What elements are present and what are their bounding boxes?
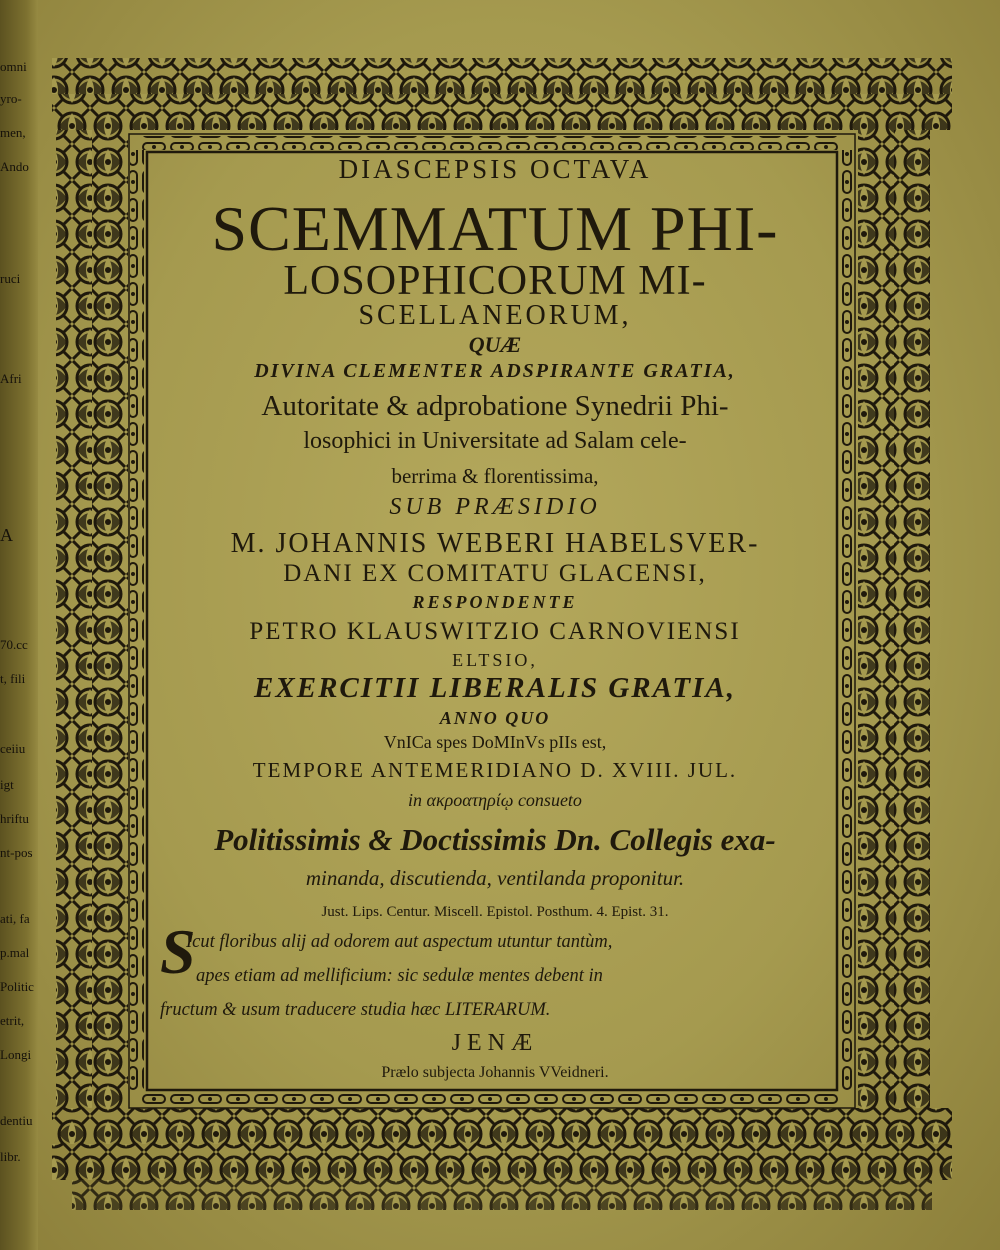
main-title-line-3: SCELLANEORUM,: [358, 300, 632, 331]
margin-fragment: libr.: [0, 1150, 21, 1164]
drop-cap: S: [160, 916, 196, 987]
margin-fragment: ati, fa: [0, 912, 30, 926]
margin-fragment: p.mal: [0, 946, 30, 960]
praeses-line-2: DANI EX COMITATU GLACENSI,: [283, 560, 707, 587]
margin-fragment: ceiiu: [0, 742, 26, 756]
title-page-text: [150, 146, 840, 1096]
margin-fragment: Politic: [0, 980, 34, 994]
authority-line-1: Autoritate & adprobatione Synedrii Phi-: [261, 390, 729, 422]
quae-line: QUÆ: [468, 332, 522, 357]
margin-fragment: nt-pos: [0, 846, 33, 860]
exercitii-line: EXERCITII LIBERALIS GRATIA,: [254, 672, 736, 704]
location-line: in ακροατηρίῳ consueto: [408, 790, 582, 810]
margin-fragment: hriftu: [0, 812, 29, 826]
authority-line-2: losophici in Universitate ad Salam cele-: [303, 428, 687, 454]
respondens-name: PETRO KLAUSWITZIO CARNOVIENSI: [249, 618, 741, 645]
respondente: RESPONDENTE: [412, 592, 578, 612]
margin-fragment: etrit,: [0, 1014, 25, 1028]
margin-fragment: Afri: [0, 372, 22, 386]
printer-line: Prælo subjecta Johannis VVeidneri.: [381, 1064, 609, 1081]
collegis-line-2: minanda, discutienda, ventilanda proponitur.: [305, 866, 685, 890]
main-title-line-1: SCEMMATUM PHI-: [211, 193, 779, 264]
margin-fragment: Longi: [0, 1048, 32, 1062]
margin-fragment: omni: [0, 60, 27, 74]
margin-fragment: A: [0, 528, 13, 542]
margin-fragment: dentiu: [0, 1114, 33, 1128]
collegis-line-1: Politissimis & Doctissimis Dn. Collegis exa-: [214, 822, 776, 857]
margin-fragment: ruci: [0, 272, 21, 286]
chronogram: VnICa spes DoMInVs pIIs est,: [383, 732, 607, 752]
quote-line-3: fructum & usum traducere studia hæc LITERARUM.: [160, 1000, 551, 1020]
main-title-line-2: LOSOPHICORUM MI-: [283, 258, 707, 304]
divina-line: DIVINA CLEMENTER ADSPIRANTE GRATIA,: [254, 360, 736, 382]
sub-praesidio: SUB PRÆSIDIO: [389, 494, 601, 520]
margin-fragment: 70.cc: [0, 638, 28, 652]
margin-fragment: Ando: [0, 160, 29, 174]
eltsio-line: ELTSIO,: [452, 650, 538, 670]
margin-fragment: yro-: [0, 92, 22, 106]
margin-fragment: igt: [0, 778, 14, 792]
imprint-place: JENÆ: [451, 1030, 539, 1056]
tempore-line: TEMPORE ANTEMERIDIANO D. XVIII. JUL.: [252, 758, 738, 782]
quote-line-2: apes etiam ad mellificium: sic sedulæ mentes debent in: [196, 966, 603, 986]
citation: Just. Lips. Centur. Miscell. Epistol. Posthum. 4. Epist. 31.: [321, 904, 669, 920]
anno-quo: ANNO QUO: [439, 708, 551, 728]
authority-line-3: berrima & florentissima,: [391, 464, 599, 488]
quote-line-1: Icut floribus alij ad odorem aut aspectum utuntur tantùm,: [186, 932, 613, 952]
margin-fragment: men,: [0, 126, 26, 140]
margin-fragment: t, fili: [0, 672, 26, 686]
praeses-line-1: M. JOHANNIS WEBERI HABELSVER-: [230, 528, 760, 559]
heading: DIASCEPSIS OCTAVA: [338, 154, 652, 184]
